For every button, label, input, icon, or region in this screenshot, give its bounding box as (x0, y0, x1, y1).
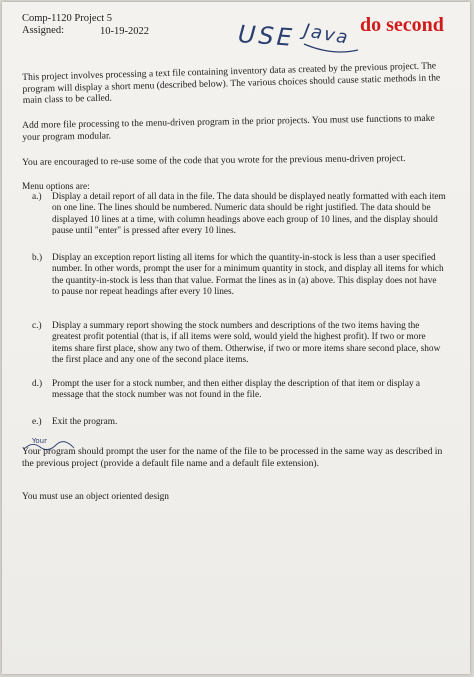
java-underline-mark (302, 38, 362, 58)
handwritten-margin-note: Your (32, 437, 47, 445)
assigned-date: 10-19-2022 (100, 26, 149, 37)
menu-option-label: c.) (32, 321, 42, 331)
menu-option-label: d.) (32, 379, 43, 389)
menu-option-a (32, 192, 446, 238)
menu-heading: Menu options are: (22, 182, 90, 192)
add-more-block (22, 113, 446, 144)
document-page (2, 2, 470, 674)
menu-option-e (32, 417, 446, 428)
red-note: do second (360, 14, 444, 36)
menu-option-d (32, 379, 446, 402)
menu-option-text: Display an exception report listing all items for which the quantity-in-stock is less than a user specified number. In other words, prompt the user for a minimum quantity in stock, and display all items for which the quantity-in-stock is less than that value. Format the lines as in (a) above. This display does not have to pause nor repeat headings after every 10 lines. (52, 253, 444, 298)
menu-option-b (32, 253, 446, 299)
menu-option-c (32, 321, 446, 367)
menu-option-label: b.) (32, 253, 43, 263)
closing-paragraph: Your program should prompt the user for the name of the file to be processed in the same way as described in the previous project (provide a default file name and a default file extension). (22, 446, 443, 469)
assigned-label: Assigned: (22, 25, 64, 36)
encouraged-paragraph: You are encouraged to re-use some of the code that you wrote for the previous menu-driven project. (22, 152, 406, 168)
menu-option-label: e.) (32, 417, 42, 427)
footer-line: You must use an object oriented design (22, 492, 169, 502)
menu-option-text: Display a detail report of all data in the file. The data should be displayed neatly formatted with each item on one line. The lines should be numbered. Numeric data should be right justified. The data should be displayed 10 lines at a time, with column headings above each group of 10 lines, and the display should pause until "enter" is pressed after every 10 lines. (52, 192, 446, 237)
menu-option-text: Prompt the user for a stock number, and then either display the description of that item or display a message that the stock number was not found in the file. (52, 379, 421, 401)
encouraged-block (22, 153, 446, 169)
add-more-paragraph: Add more file processing to the menu-driven program in the prior projects. You must use functions to make your program modular. (22, 112, 435, 143)
menu-option-text: Exit the program. (52, 417, 118, 427)
closing-block (22, 446, 446, 469)
menu-option-label: a.) (32, 192, 42, 202)
handwritten-use: USE (237, 20, 296, 52)
course-title: Comp-1120 Project 5 (22, 13, 113, 24)
handwritten-java: Java (302, 20, 352, 49)
menu-option-text: Display a summary report showing the stock numbers and descriptions of the two items having the greatest profit potential (that is, if all items were sold, would yield the highest profit). If two or more items share first place, show any two of them. Otherwise, if two or more items share second place, show the first place and any one of the second place items. (52, 321, 441, 366)
intro-paragraph: This project involves processing a text file containing inventory data as created by the previous project. The program will display a short menu (described below). The various choices should cause static methods in the main class to be called. (22, 60, 441, 107)
intro-block (22, 60, 447, 107)
